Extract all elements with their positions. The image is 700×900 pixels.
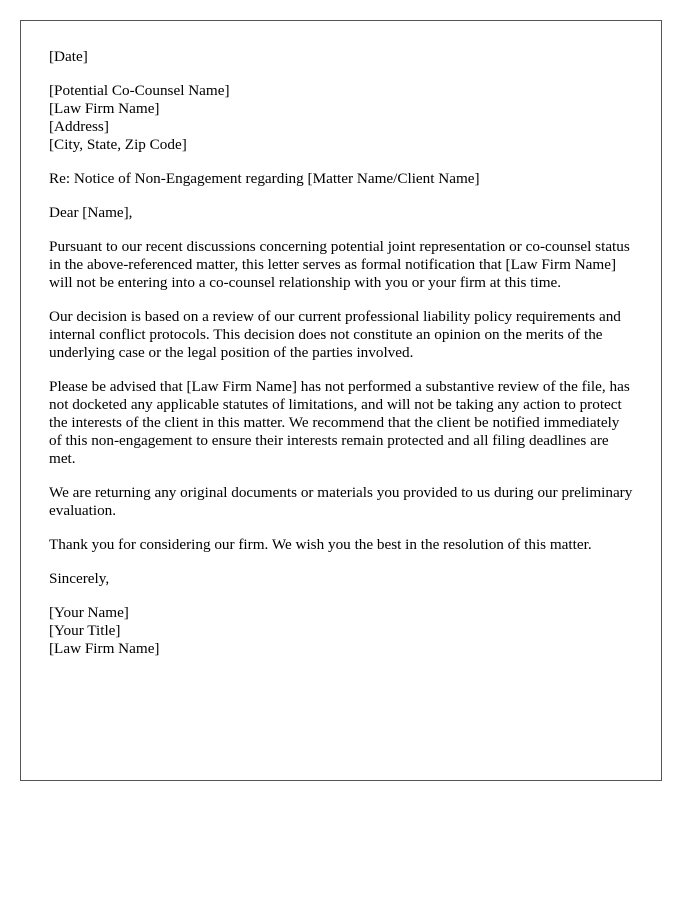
- signature-firm: [Law Firm Name]: [49, 640, 160, 657]
- letter-page: [20, 20, 662, 781]
- subject-line: Re: Notice of Non-Engagement regarding [Matter Name/Client Name]: [49, 170, 480, 187]
- body-paragraph: We are returning any original documents or materials you provided to us during our preliminary evaluation.: [49, 484, 633, 519]
- recipient-firm: [Law Firm Name]: [49, 100, 160, 117]
- body-paragraph: Our decision is based on a review of our current professional liability policy requirements and internal conflict protocols. This decision does not constitute an opinion on the merits of the underlying case or the legal position of the parties involved.: [49, 308, 621, 361]
- signature-block: [49, 604, 634, 658]
- recipient-block: [49, 82, 634, 154]
- letter-date: [Date]: [49, 48, 88, 65]
- body-paragraph: Please be advised that [Law Firm Name] has not performed a substantive review of the file, has not docketed any applicable statutes of limitations, and will not be taking any action to protect the interests of the client in this matter. We recommend that the client be notified immediately of this non-engagement to ensure their interests remain protected and all filing deadlines are met.: [49, 378, 630, 467]
- recipient-city: [City, State, Zip Code]: [49, 136, 187, 153]
- body-paragraph: Thank you for considering our firm. We wish you the best in the resolution of this matter.: [49, 536, 592, 553]
- recipient-address: [Address]: [49, 118, 109, 135]
- body-paragraph: Pursuant to our recent discussions concerning potential joint representation or co-counsel status in the above-referenced matter, this letter serves as formal notification that [Law Firm Name] will not be entering into a co-counsel relationship with you or your firm at this time.: [49, 238, 630, 291]
- closing: Sincerely,: [49, 570, 110, 587]
- recipient-name: [Potential Co-Counsel Name]: [49, 82, 230, 99]
- salutation: Dear [Name],: [49, 204, 133, 221]
- signature-name: [Your Name]: [49, 604, 129, 621]
- signature-title: [Your Title]: [49, 622, 121, 639]
